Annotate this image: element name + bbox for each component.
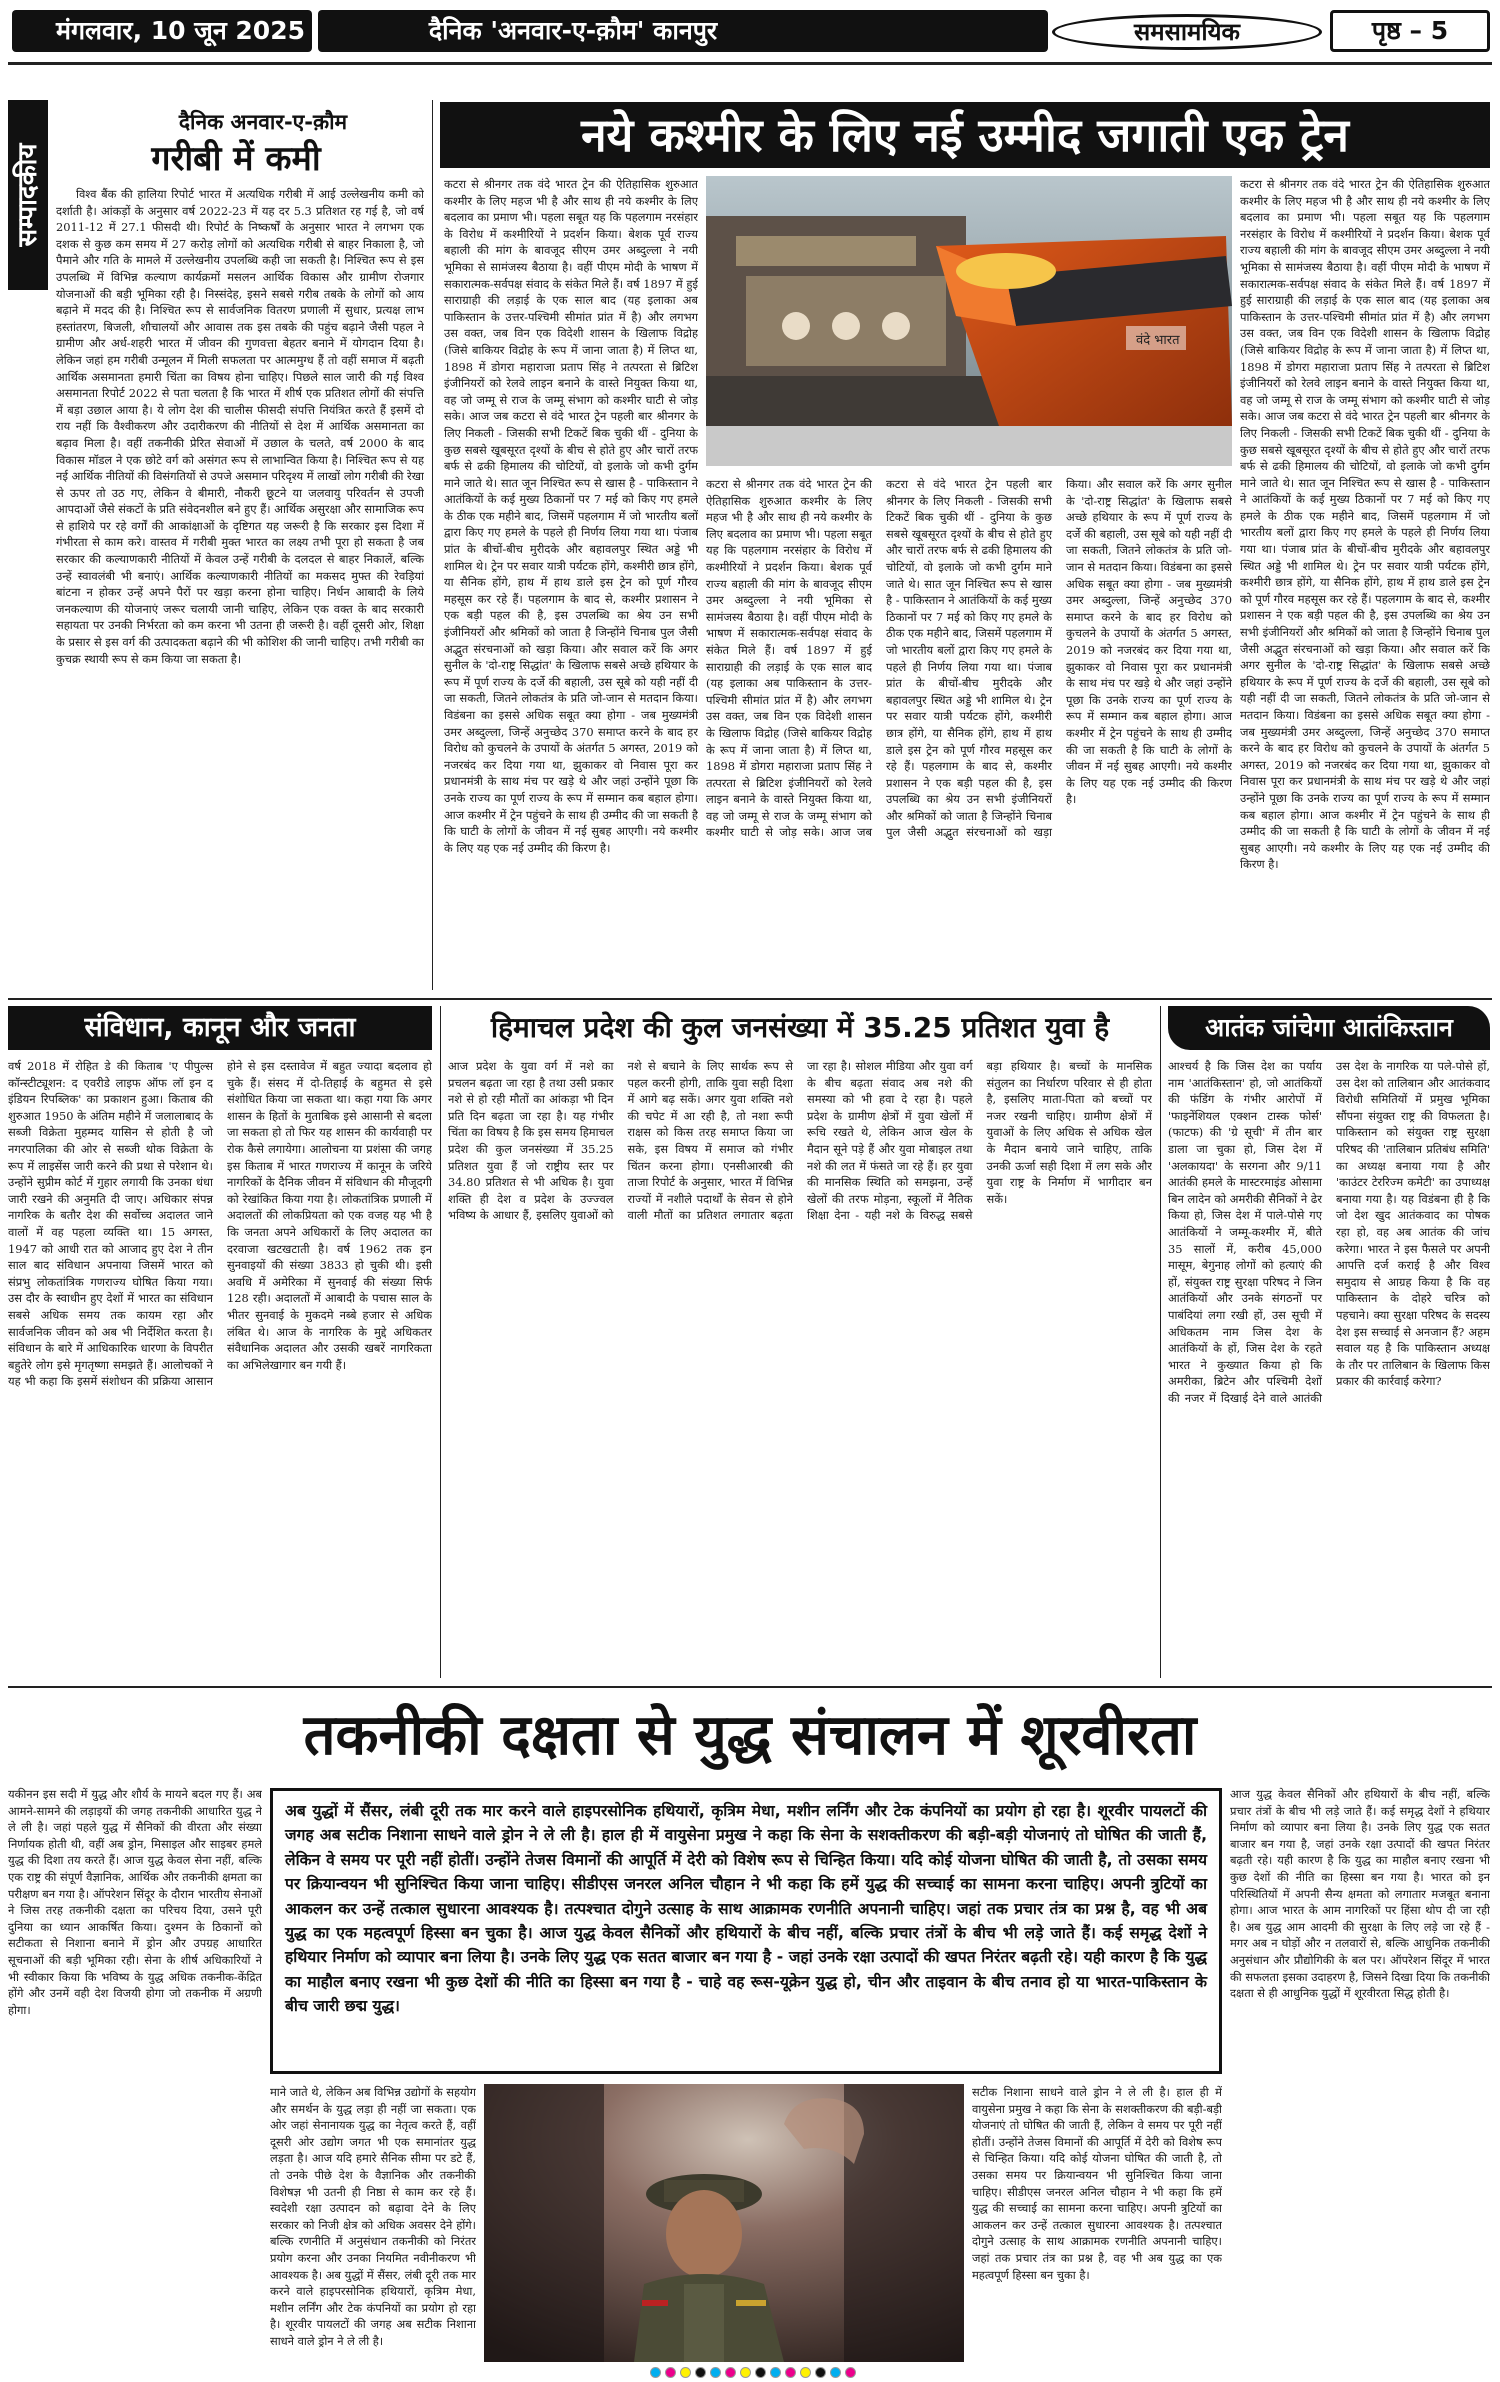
page-number-box — [1330, 10, 1490, 52]
terror-body — [1168, 1058, 1490, 1678]
section-name: समसामयिक — [1134, 18, 1240, 46]
train-body-bottom — [706, 476, 1232, 990]
defence-left-text: यकीनन इस सदी में युद्ध और शौर्य के मायने बदल गए हैं। अब आमने-सामने की लड़ाइयों की जगह तकनीकी आधारित युद्ध ने ले ली है। जहां पहले युद्ध में सैनिकों की वीरता और संख्या निर्णायक होती थी, वहीं अब ड्रोन, मिसाइल और साइबर हमले युद्ध की दिशा तय करते हैं। आज युद्ध केवल सेना नहीं, बल्कि एक राष्ट्र की संपूर्ण वैज्ञानिक, आर्थिक और तकनीकी क्षमता का परीक्षण बन गया है। ऑपरेशन सिंदूर के दौरान भारतीय सेनाओं ने जिस तरह तकनीकी दक्षता का परिचय दिया, उसने पूरी दुनिया का ध्यान आकर्षित किया। दुश्मन के ठिकानों को सटीकता से निशाना बनाने में ड्रोन और उपग्रह आधारित सूचनाओं की बड़ी भूमिका रही। सेना के शीर्ष अधिकारियों ने भी स्वीकार किया कि भविष्य के युद्ध अधिक तकनीक-केंद्रित होंगे और उनमें वही देश विजयी होगा जो तकनीक में अग्रणी होगा। — [8, 1787, 262, 2017]
train-photo-graphic — [706, 176, 1232, 466]
lower-divider — [8, 1686, 1492, 1688]
registration-dot — [710, 2367, 721, 2378]
masthead-divider — [8, 62, 1492, 65]
constitution-body-text: वर्ष 2018 में रोहित डे की किताब 'ए पीपुल्स कॉन्स्टीट्यूशन: द एवरीडे लाइफ ऑफ लॉ इन द इंडियन रिपब्लिक' का प्रकाशन हुआ। किताब की शुरुआत 1950 के अंतिम महीने में जलालाबाद के सब्जी विक्रेता मुहम्मद यासिन से होती है जो नगरपालिका की ओर से सब्जी थोक विक्रेता के रूप में लाइसेंस जारी करने की प्रथा से परेशान थे। उन्होंने सुप्रीम कोर्ट में गुहार लगायी कि उनका धंधा जारी रखने की अनुमति दी जाए। अधिकार संपन्न नागरिक के बतौर देश की सर्वोच्च अदालत जाने वालों में वह पहला व्यक्ति था। 15 अगस्त, 1947 को आधी रात को आजाद हुए देश ने तीन साल बाद संविधान अपनाया जिसमें भारत को संप्रभु लोकतांत्रिक गणराज्य घोषित किया गया। उस दौर के स्वाधीन हुए देशों में भारत का संविधान सबसे अधिक समय तक कायम रहा और सार्वजनिक जीवन को अब भी निर्देशित करता है। संविधान के बारे में आधिकारिक धारणा के विपरीत बहुतेरे लोग इसे मृगतृष्णा समझते हैं। आलोचकों ने यह भी कहा कि इसमें संशोधन की प्रक्रिया आसान होने से इस दस्तावेज में बहुत ज्यादा बदलाव हो चुके हैं। संसद में दो-तिहाई के बहुमत से इसे संशोधित किया जा सकता था। कहा गया कि अगर शासन के हितों के मुताबिक इसे आसानी से बदला जा सकता हो तो फिर यह शासन की कार्यवाही पर रोक कैसे लगायेगा। आलोचना या प्रशंसा की जगह इस किताब में भारत गणराज्य में कानून के जरिये नागरिकों के दैनिक जीवन में संविधान की मौजूदगी को रेखांकित किया गया है। लोकतांत्रिक प्रणाली में अदालतों की लोकप्रियता को एक वजह यह भी है कि जनता अपने अधिकारों के लिए अदालत का दरवाजा खटखटाती है। वर्ष 1962 तक इन सुनवाइयों की संख्या 3833 हो चुकी थी। इसी अवधि में अमेरिका में सुनवाई की संख्या सिर्फ 128 रही। अदालतों में आबादी के पचास साल के भीतर सुनवाई के मुकदमे नब्बे हजार से अधिक लंबित थे। आज के नागरिक के मुद्दे अधिकतर संवैधानिक अदालत और उसकी खबरें नागरिकता का अभिलेखागार बन गयी हैं। — [8, 1059, 432, 1389]
defence-photo — [484, 2084, 964, 2362]
masthead-paper — [318, 10, 1048, 52]
registration-dot — [785, 2367, 796, 2378]
defence-mid-col — [270, 2084, 476, 2362]
defence-mid-text: माने जाते थे, लेकिन अब विभिन्न उद्योगों के सहयोग और समर्थन के युद्ध लड़ा ही नहीं जा सकता। एक ओर जहां सेनानायक युद्ध का नेतृत्व करते हैं, वहीं दूसरी ओर उद्योग जगत भी एक समानांतर युद्ध लड़ता है। आज यदि हमारे सैनिक सीमा पर डटे हैं, तो उनके पीछे देश के वैज्ञानिक और तकनीकी विशेषज्ञ भी उतनी ही निष्ठा से काम कर रहे हैं। स्वदेशी रक्षा उत्पादन को बढ़ावा देने के लिए सरकार को निजी क्षेत्र को अधिक अवसर देने होंगे। बल्कि रणनीति में अनुसंधान तकनीकी को निरंतर प्रयोग करना और उनका नियमित नवीनीकरण भी आवश्यक है। अब युद्धों में सैंसर, लंबी दूरी तक मार करने वाले हाइपरसोनिक हथियारों, कृत्रिम मेधा, मशीन लर्निंग और टेक कंपनियों का प्रयोग हो रहा है। शूरवीर पायलटों की जगह अब सटीक निशाना साधने वाले ड्रोन ने ले ली है। — [270, 2085, 476, 2348]
himachal-right-rule — [1160, 1006, 1161, 1678]
train-photo-caption: वंदे भारत — [1136, 333, 1180, 348]
editorial-side-label-box — [8, 100, 48, 290]
masthead — [0, 0, 1500, 60]
registration-dot — [755, 2367, 766, 2378]
paper-name: दैनिक 'अनवार-ए-क़ौम' कानपुर — [428, 16, 718, 45]
train-headline: नये कश्मीर के लिए नई उम्मीद जगाती एक ट्रेन — [581, 108, 1349, 162]
himachal-headline: हिमाचल प्रदेश की कुल जनसंख्या में 35.25 प्रतिशत युवा है — [490, 1011, 1110, 1044]
himachal-body — [448, 1058, 1152, 1678]
train-body-left — [444, 176, 698, 990]
mid-divider — [8, 998, 1492, 1000]
defence-left-col — [8, 1786, 262, 2362]
date-text: मंगलवार, 10 जून 2025 — [56, 16, 305, 45]
editorial-source: दैनिक अनवार-ए-क़ौम — [178, 110, 348, 134]
registration-dot — [680, 2367, 691, 2378]
registration-dot — [695, 2367, 706, 2378]
defence-right-mid-col — [972, 2084, 1222, 2362]
registration-dot — [800, 2367, 811, 2378]
registration-dot — [770, 2367, 781, 2378]
registration-dot — [815, 2367, 826, 2378]
editorial-right-rule — [432, 100, 433, 990]
constitution-right-rule — [440, 1006, 441, 1678]
color-dot-row — [650, 2367, 870, 2379]
terror-title: आतंक जांचेगा आतंकिस्तान — [1205, 1013, 1453, 1042]
registration-dot — [650, 2367, 661, 2378]
terror-title-bar — [1168, 1006, 1490, 1050]
defence-right-col — [1230, 1786, 1490, 2362]
train-body-text-2: कटरा से श्रीनगर तक वंदे भारत ट्रेन की ऐतिहासिक शुरुआत कश्मीर के लिए महज भी है और साथ ही नये कश्मीर के लिए बदलाव का प्रमाण भी। पहला सबूत यह कि पहलगाम नरसंहार के विरोध में कश्मीरियों ने प्रदर्शन किया। बेशक पूर्व राज्य बहाली की मांग के बावजूद सीएम उमर अब्दुल्ला ने नयी भूमिका से सामंजस्य बैठाया है। वहीं पीएम मोदी के भाषण में सकारात्मक-सर्वपक्ष संवाद के संकेत मिले हैं। वर्ष 1897 में हुई साराग्राही की लड़ाई के एक साल बाद (यह इलाका अब पाकिस्तान के उत्तर-पश्चिमी सीमांत प्रांत में है) और लगभग उस वक्त, जब विन एक विदेशी शासन के खिलाफ विद्रोह (जिसे बाकियर विद्रोह के रूप में जाना जाता है) में लिप्त था, 1898 में डोगरा महाराजा प्रताप सिंह ने तत्परता से ब्रिटिश इंजीनियरों को रेलवे लाइन बनाने के वास्ते नियुक्त किया था, वह जो जम्मू से राज के जम्मू संभाग को कश्मीर घाटी से जोड़ सके। आज जब कटरा से वंदे भारत ट्रेन पहली बार श्रीनगर के लिए निकली - जिसकी सभी टिकटें बिक चुकी थीं - दुनिया के कुछ सबसे खूबसूरत दृश्यों के बीच से होते हुए और चारों तरफ बर्फ से ढकी हिमालय की चोटियों, वो इलाके जो कभी दुर्गम माने जाते थे। सात जून निश्चित रूप से खास है - पाकिस्तान ने आतंकियों के कई मुख्य ठिकानों पर 7 मई को किए गए हमले के ठीक एक महीने बाद, जिसमें पहलगाम में जो भारतीय बलों द्वारा किए गए हमले के पहले ही निर्णय लिया गया था। पंजाब प्रांत के बीचों-बीच मुरीदके और बहावलपुर स्थित अड्डे भी शामिल थे। ट्रेन पर सवार यात्री पर्यटक होंगे, कश्मीरी छात्र होंगे, या सैनिक होंगे, हाथ में हाथ डाले इस ट्रेन को पूर्ण गौरव महसूस कर रहे हैं। पहलगाम के बाद से, कश्मीर प्रशासन ने एक बड़ी पहल की है, इस उपलब्धि का श्रेय उन सभी इंजीनियरों और श्रमिकों को जाता है जिन्होंने चिनाब पुल जैसी अद्भुत संरचनाओं को खड़ा किया। और सवाल करें कि अगर सुनील के 'दो-राष्ट्र सिद्धांत' के खिलाफ सबसे अच्छे हथियार के रूप में पूर्ण राज्य के दर्जे की बहाली, उस सूबे को यही नहीं दी जा सकती, जितने लोकतंत्र के प्रति जो-जान से मतदान किया। विडंबना का इससे अधिक सबूत क्या होगा - जब मुख्यमंत्री उमर अब्दुल्ला, जिन्हें अनुच्छेद 370 समाप्त करने के बाद हर विरोध को कुचलने के उपायों के अंतर्गत 5 अगस्त, 2019 को नजरबंद कर दिया गया था, झुकाकर वो निवास पूरा कर प्रधानमंत्री के साथ मंच पर खड़े थे और जहां उन्होंने पूछा कि उनके राज्य का पूर्ण राज्य के रूप में सम्मान कब बहाल होगा। आज कश्मीर में ट्रेन पहुंचने के साथ ही उम्मीद की जा सकती है कि घाटी के लोगों के जीवन में नई सुबह आएगी। नये कश्मीर के लिए यह एक नई उम्मीद की किरण है। — [706, 477, 1232, 840]
defence-right-mid-text: सटीक निशाना साधने वाले ड्रोन ने ले ली है। हाल ही में वायुसेना प्रमुख ने कहा कि सेना के सशक्तीकरण की बड़ी-बड़ी योजनाएं तो घोषित की जाती हैं, लेकिन वे समय पर पूरी नहीं होतीं। उन्होंने तेजस विमानों की आपूर्ति में देरी को विशेष रूप से चिन्हित किया। यदि कोई योजना घोषित की जाती है, तो उसका समय पर क्रियान्वयन भी सुनिश्चित किया जाना चाहिए। सीडीएस जनरल अनिल चौहान ने भी कहा कि हमें युद्ध की सच्चाई का सामना करना चाहिए। अपनी त्रुटियों का आकलन कर उन्हें तत्काल सुधारना आवश्यक है। तत्पश्चात दोगुने उत्साह के साथ आक्रामक रणनीति अपनानी चाहिए। जहां तक प्रचार तंत्र का प्रश्न है, वह भी अब युद्ध का एक महत्वपूर्ण हिस्सा बन चुका है। — [972, 2085, 1222, 2282]
defence-lead-box — [270, 1788, 1222, 2074]
train-body-text: कटरा से श्रीनगर तक वंदे भारत ट्रेन की ऐतिहासिक शुरुआत कश्मीर के लिए महज भी है और साथ ही नये कश्मीर के लिए बदलाव का प्रमाण भी। पहला सबूत यह कि पहलगाम नरसंहार के विरोध में कश्मीरियों ने प्रदर्शन किया। बेशक पूर्व राज्य बहाली की मांग के बावजूद सीएम उमर अब्दुल्ला ने नयी भूमिका से सामंजस्य बैठाया है। वहीं पीएम मोदी के भाषण में सकारात्मक-सर्वपक्ष संवाद के संकेत मिले हैं। वर्ष 1897 में हुई साराग्राही की लड़ाई के एक साल बाद (यह इलाका अब पाकिस्तान के उत्तर-पश्चिमी सीमांत प्रांत में है) और लगभग उस वक्त, जब विन एक विदेशी शासन के खिलाफ विद्रोह (जिसे बाकियर विद्रोह के रूप में जाना जाता है) में लिप्त था, 1898 में डोगरा महाराजा प्रताप सिंह ने तत्परता से ब्रिटिश इंजीनियरों को रेलवे लाइन बनाने के वास्ते नियुक्त किया था, वह जो जम्मू से राज के जम्मू संभाग को कश्मीर घाटी से जोड़ सके। आज जब कटरा से वंदे भारत ट्रेन पहली बार श्रीनगर के लिए निकली - जिसकी सभी टिकटें बिक चुकी थीं - दुनिया के कुछ सबसे खूबसूरत दृश्यों के बीच से होते हुए और चारों तरफ बर्फ से ढकी हिमालय की चोटियों, वो इलाके जो कभी दुर्गम माने जाते थे। सात जून निश्चित रूप से खास है - पाकिस्तान ने आतंकियों के कई मुख्य ठिकानों पर 7 मई को किए गए हमले के ठीक एक महीने बाद, जिसमें पहलगाम में जो भारतीय बलों द्वारा किए गए हमले के पहले ही निर्णय लिया गया था। पंजाब प्रांत के बीचों-बीच मुरीदके और बहावलपुर स्थित अड्डे भी शामिल थे। ट्रेन पर सवार यात्री पर्यटक होंगे, कश्मीरी छात्र होंगे, या सैनिक होंगे, हाथ में हाथ डाले इस ट्रेन को पूर्ण गौरव महसूस कर रहे हैं। पहलगाम के बाद से, कश्मीर प्रशासन ने एक बड़ी पहल की है, इस उपलब्धि का श्रेय उन सभी इंजीनियरों और श्रमिकों को जाता है जिन्होंने चिनाब पुल जैसी अद्भुत संरचनाओं को खड़ा किया। और सवाल करें कि अगर सुनील के 'दो-राष्ट्र सिद्धांत' के खिलाफ सबसे अच्छे हथियार के रूप में पूर्ण राज्य के दर्जे की बहाली, उस सूबे को यही नहीं दी जा सकती, जितने लोकतंत्र के प्रति जो-जान से मतदान किया। विडंबना का इससे अधिक सबूत क्या होगा - जब मुख्यमंत्री उमर अब्दुल्ला, जिन्हें अनुच्छेद 370 समाप्त करने के बाद हर विरोध को कुचलने के उपायों के अंतर्गत 5 अगस्त, 2019 को नजरबंद कर दिया गया था, झुकाकर वो निवास पूरा कर प्रधानमंत्री के साथ मंच पर खड़े थे और जहां उन्होंने पूछा कि उनके राज्य का पूर्ण राज्य के रूप में सम्मान कब बहाल होगा। आज कश्मीर में ट्रेन पहुंचने के साथ ही उम्मीद की जा सकती है कि घाटी के लोगों के जीवन में नई सुबह आएगी। नये कश्मीर के लिए यह एक नई उम्मीद की किरण है। — [444, 177, 698, 855]
train-headline-bar — [440, 102, 1490, 168]
constitution-title-bar — [8, 1006, 432, 1050]
registration-dot — [740, 2367, 751, 2378]
registration-dot — [845, 2367, 856, 2378]
registration-dot — [725, 2367, 736, 2378]
defence-lead-text: अब युद्धों में सैंसर, लंबी दूरी तक मार करने वाले हाइपरसोनिक हथियारों, कृत्रिम मेधा, मशीन लर्निंग और टेक कंपनियों का प्रयोग हो रहा है। शूरवीर पायलटों की जगह अब सटीक निशाना साधने वाले ड्रोन ने ले ली है। हाल ही में वायुसेना प्रमुख ने कहा कि सेना के सशक्तीकरण की बड़ी-बड़ी योजनाएं तो घोषित की जाती हैं, लेकिन वे समय पर पूरी नहीं होतीं। उन्होंने तेजस विमानों की आपूर्ति में देरी को विशेष रूप से चिन्हित किया। यदि कोई योजना घोषित की जाती है, तो उसका समय पर क्रियान्वयन भी सुनिश्चित किया जाना चाहिए। सीडीएस जनरल अनिल चौहान ने भी कहा कि हमें युद्ध की सच्चाई का सामना करना चाहिए। अपनी त्रुटियों का आकलन कर उन्हें तत्काल सुधारना आवश्यक है। तत्पश्चात दोगुने उत्साह के साथ आक्रामक रणनीति अपनानी चाहिए। जहां तक प्रचार तंत्र का प्रश्न है, वह भी अब युद्ध का एक महत्वपूर्ण हिस्सा बन चुका है। आज युद्ध केवल सैनिकों और हथियारों के बीच नहीं, बल्कि प्रचार तंत्रों के बीच भी लड़े जाते हैं। कई समृद्ध देशों ने हथियार निर्माण को व्यापार बना लिया है। उनके लिए युद्ध एक सतत बाजार बन गया है - जहां उनके रक्षा उत्पादों की खपत निरंतर बढ़ती रहे। यही कारण है कि युद्ध का माहौल बनाए रखना भी कुछ देशों की नीति का हिस्सा बन गया है - चाहे वह रूस-यूक्रेन युद्ध हो, चीन और ताइवान के बीच तनाव हो या भारत-पाकिस्तान के बीच जारी छद्म युद्ध। — [285, 1802, 1207, 2016]
section-pill — [1052, 14, 1322, 50]
footer-color-dots — [0, 2364, 1500, 2382]
editorial-body: विश्व बैंक की हालिया रिपोर्ट भारत में अत्यधिक गरीबी में आई उल्लेखनीय कमी को दर्शाती है। आंकड़ों के अनुसार वर्ष 2022-23 में यह दर 5.3 प्रतिशत रह गई है, जो वर्ष 2011-12 में 27.1 फीसदी थी। रिपोर्ट के निष्कर्षों के अनुसार भारत ने लगभग एक दशक से कुछ कम समय में 27 करोड़ लोगों को अत्यधिक गरीबी से बाहर निकाला है, जो पैमाने और गति के मामले में उल्लेखनीय उपलब्धि कही जा सकती है। निश्चित रूप से इस उपलब्धि में विभिन्न कल्याण कार्यक्रमों मसलन आर्थिक विकास और ग्रामीण रोजगार योजनाओं की बड़ी भूमिका रही है। निस्संदेह, इसने सबसे गरीब तबके के लोगों को आय बढ़ाने में मदद की है। निश्चित रूप से सार्वजनिक वितरण प्रणाली में सुधार, प्रत्यक्ष लाभ हस्तांतरण, बिजली, शौचालयों और आवास तक इस तबके की पहुंच बढ़ाने जैसी पहल ने ग्रामीण और अर्ध-शहरी भारत में जीवन की गुणवत्ता बेहतर बनाने में योगदान दिया है। लेकिन जहां हम गरीबी उन्मूलन में मिली सफलता पर आत्ममुग्ध हैं तो वहीं समाज में बढ़ती आर्थिक असमानता हमारी चिंता का विषय होना चाहिए। पिछले साल जारी की गई विश्व असमानता रिपोर्ट 2022 से पता चलता है कि भारत में शीर्ष एक प्रतिशत लोगों की संपत्ति में बड़ा उछाल आया है। ये लोग देश की चालीस फीसदी संपत्ति नियंत्रित करते हैं इसमें दो राय नहीं कि वैश्वीकरण और उदारीकरण की नीतियों से देश में आर्थिक असमानता का बढ़ाव मिला है। वहीं तकनीकी प्रेरित सेवाओं में उछाल के चलते, वर्ष 2000 के बाद विकास मॉडल ने एक छोटे वर्ग को असंगत रूप से लाभान्वित किया है। निश्चित रूप से यह नई आर्थिक नीतियों की विसंगतियों से उपजे असमान परिदृश्य में लाखों लोग गरीबी की रेखा से ऊपर तो उठ गए, लेकिन वे बीमारी, नौकरी छूटने या जलवायु परिवर्तन से उपजी आपदाओं जैसे संकटों के प्रति संवेदनशील बने हुए हैं। आर्थिक असुरक्षा और सामाजिक रूप से हाशिये पर रहे वर्गों की आकांक्षाओं के दृष्टिगत यह जरूरी है कि सरकार इस दिशा में गंभीरता से काम करे। वास्तव में गरीबी मुक्त भारत का लक्ष्य तभी पूरा हो सकता है जब सरकार की कल्याणकारी नीतियों में केवल उन्हें गरीबी के दलदल से बाहर निकालें, बल्कि उन्हें स्वावलंबी भी बनाएं। आर्थिक कल्याणकारी नीतियों का मकसद मुफ्त की रेवड़ियां बांटना न होकर उन्हें अपने पैरों पर खड़ा करना होना चाहिए। निर्धन आबादी के लिये जनकल्याण की योजनाएं जरूर चलायी जानी चाहिए, लेकिन एक वक्त के बाद सरकारी सहायता पर उनकी निर्भरता को कम करना भी उतना ही जरूरी है। वहीं दूसरी ओर, शिक्षा के प्रसार से इस वर्ग की उत्पादकता बढ़ाने की भी कोशिश की जानी चाहिए। तभी गरीबी का कुचक्र स्थायी रूप से कम किया जा सकता है। — [56, 187, 424, 666]
defence-right-text: आज युद्ध केवल सैनिकों और हथियारों के बीच नहीं, बल्कि प्रचार तंत्रों के बीच भी लड़े जाते हैं। कई समृद्ध देशों ने हथियार निर्माण को व्यापार बना लिया है। उनके लिए युद्ध एक सतत बाजार बन गया है, जहां उनके रक्षा उत्पादों की खपत निरंतर बढ़ती रहे। यही कारण है कि युद्ध का माहौल बनाए रखना भी कुछ देशों की नीति का हिस्सा बन गया है। भारत को इन परिस्थितियों में अपनी सैन्य क्षमता को लगातार मजबूत बनाना होगा। आज भारत के आम नागरिकों पर हिंसा थोप दी जा रही है। अब युद्ध आम आदमी की सुरक्षा के लिए लड़े जा रहे हैं - मगर अब न घोड़ों और न तलवारों से, बल्कि आधुनिक तकनीकी अनुसंधान और प्रौद्योगिकी के बल पर। ऑपरेशन सिंदूर में भारत की सफलता इसका उदाहरण है, जिसने दिखा दिया कि तकनीकी दक्षता से ही आधुनिक युद्धों में शूरवीरता सिद्ध होती है। — [1230, 1787, 1490, 2001]
train-photo — [706, 176, 1232, 466]
train-body-text-3: कटरा से श्रीनगर तक वंदे भारत ट्रेन की ऐतिहासिक शुरुआत कश्मीर के लिए महज भी है और साथ ही नये कश्मीर के लिए बदलाव का प्रमाण भी। पहला सबूत यह कि पहलगाम नरसंहार के विरोध में कश्मीरियों ने प्रदर्शन किया। बेशक पूर्व राज्य बहाली की मांग के बावजूद सीएम उमर अब्दुल्ला ने नयी भूमिका से सामंजस्य बैठाया है। वहीं पीएम मोदी के भाषण में सकारात्मक-सर्वपक्ष संवाद के संकेत मिले हैं। वर्ष 1897 में हुई साराग्राही की लड़ाई के एक साल बाद (यह इलाका अब पाकिस्तान के उत्तर-पश्चिमी सीमांत प्रांत में है) और लगभग उस वक्त, जब विन एक विदेशी शासन के खिलाफ विद्रोह (जिसे बाकियर विद्रोह के रूप में जाना जाता है) में लिप्त था, 1898 में डोगरा महाराजा प्रताप सिंह ने तत्परता से ब्रिटिश इंजीनियरों को रेलवे लाइन बनाने के वास्ते नियुक्त किया था, वह जो जम्मू से राज के जम्मू संभाग को कश्मीर घाटी से जोड़ सके। आज जब कटरा से वंदे भारत ट्रेन पहली बार श्रीनगर के लिए निकली - जिसकी सभी टिकटें बिक चुकी थीं - दुनिया के कुछ सबसे खूबसूरत दृश्यों के बीच से होते हुए और चारों तरफ बर्फ से ढकी हिमालय की चोटियों, वो इलाके जो कभी दुर्गम माने जाते थे। सात जून निश्चित रूप से खास है - पाकिस्तान ने आतंकियों के कई मुख्य ठिकानों पर 7 मई को किए गए हमले के ठीक एक महीने बाद, जिसमें पहलगाम में जो भारतीय बलों द्वारा किए गए हमले के पहले ही निर्णय लिया गया था। पंजाब प्रांत के बीचों-बीच मुरीदके और बहावलपुर स्थित अड्डे भी शामिल थे। ट्रेन पर सवार यात्री पर्यटक होंगे, कश्मीरी छात्र होंगे, या सैनिक होंगे, हाथ में हाथ डाले इस ट्रेन को पूर्ण गौरव महसूस कर रहे हैं। पहलगाम के बाद से, कश्मीर प्रशासन ने एक बड़ी पहल की है, इस उपलब्धि का श्रेय उन सभी इंजीनियरों और श्रमिकों को जाता है जिन्होंने चिनाब पुल जैसी अद्भुत संरचनाओं को खड़ा किया। और सवाल करें कि अगर सुनील के 'दो-राष्ट्र सिद्धांत' के खिलाफ सबसे अच्छे हथियार के रूप में पूर्ण राज्य के दर्जे की बहाली, उस सूबे को यही नहीं दी जा सकती, जितने लोकतंत्र के प्रति जो-जान से मतदान किया। विडंबना का इससे अधिक सबूत क्या होगा - जब मुख्यमंत्री उमर अब्दुल्ला, जिन्हें अनुच्छेद 370 समाप्त करने के बाद हर विरोध को कुचलने के उपायों के अंतर्गत 5 अगस्त, 2019 को नजरबंद कर दिया गया था, झुकाकर वो निवास पूरा कर प्रधानमंत्री के साथ मंच पर खड़े थे और जहां उन्होंने पूछा कि उनके राज्य का पूर्ण राज्य के रूप में सम्मान कब बहाल होगा। आज कश्मीर में ट्रेन पहुंचने के साथ ही उम्मीद की जा सकती है कि घाटी के लोगों के जीवन में नई सुबह आएगी। नये कश्मीर के लिए यह एक नई उम्मीद की किरण है। — [1240, 177, 1490, 872]
defence-headline: तकनीकी दक्षता से युद्ध संचालन में शूरवीरता — [303, 1703, 1197, 1768]
editorial-side-label: सम्पादकीय — [13, 143, 43, 247]
page-number: पृष्ठ – 5 — [1371, 16, 1449, 45]
registration-dot — [665, 2367, 676, 2378]
himachal-body-text: आज प्रदेश के युवा वर्ग में नशे का प्रचलन बढ़ता जा रहा है तथा उसी प्रकार नशे से हो रही मौतों का आंकड़ा भी दिन प्रति दिन बढ़ता जा रहा है। यह गंभीर चिंता का विषय है कि इस समय हिमाचल प्रदेश की कुल जनसंख्या में 35.25 प्रतिशत युवा हैं जो राष्ट्रीय स्तर पर 34.80 प्रतिशत से भी अधिक है। युवा शक्ति ही देश व प्रदेश के उज्ज्वल भविष्य के आधार हैं, इसलिए युवाओं को नशे से बचाने के लिए सार्थक रूप से पहल करनी होगी, ताकि युवा सही दिशा में आगे बढ़ सकें। अगर युवा शक्ति नशे की चपेट में आ रही है, तो नशा रूपी राक्षस को किस तरह समाप्त किया जा सके, इस विषय में समाज को गंभीर चिंतन करना होगा। एनसीआरबी की ताजा रिपोर्ट के अनुसार, भारत में विभिन्न राज्यों में नशीले पदार्थों के सेवन से होने वाली मौतों का प्रतिशत लगातार बढ़ता जा रहा है। सोशल मीडिया और युवा वर्ग के बीच बढ़ता संवाद अब नशे की समस्या को भी हवा दे रहा है। पहले प्रदेश के ग्रामीण क्षेत्रों में युवा खेलों में रूचि रखते थे, लेकिन आज खेल के मैदान सूने पड़े हैं और युवा मोबाइल तथा नशे की लत में फंसते जा रहे हैं। हर युवा की मानसिक स्थिति को समझना, उन्हें खेलों की तरफ मोड़ना, स्कूलों में नैतिक शिक्षा देना - यही नशे के विरुद्ध सबसे बड़ा हथियार है। बच्चों के मानसिक संतुलन का निर्धारण परिवार से ही होता है, इसलिए माता-पिता को बच्चों पर नजर रखनी चाहिए। ग्रामीण क्षेत्रों में युवाओं के लिए अधिक से अधिक खेल के मैदान बनाये जाने चाहिए, ताकि उनकी ऊर्जा सही दिशा में लग सके और युवा राष्ट्र के निर्माण में भागीदार बन सकें। — [448, 1059, 1152, 1223]
editorial-title: गरीबी में कमी — [151, 139, 321, 179]
constitution-body — [8, 1058, 432, 1678]
registration-dot — [830, 2367, 841, 2378]
train-body-right — [1240, 176, 1490, 990]
constitution-title: संविधान, कानून और जनता — [84, 1012, 356, 1043]
defence-photo-graphic — [484, 2084, 964, 2362]
terror-body-text: आश्चर्य है कि जिस देश का पर्याय नाम 'आतंकिस्तान' हो, जो आतंकियों की फंडिंग के गंभीर आरोपों में 'फाइनेंशियल एक्शन टास्क फोर्स' (फाटफ) की 'ग्रे सूची' में तीन बार डाला जा चुका हो, जिस देश में 'अलकायदा' के सरगना और 9/11 आतंकी हमले के मास्टरमाइंड ओसामा बिन लादेन को अमरीकी सैनिकों ने ढेर किया हो, जिस देश में पाले-पोसे गए आतंकियों ने जम्मू-कश्मीर में, बीते 35 सालों में, करीब 45,000 मासूम, बेगुनाह लोगों को हत्याएं की हों, संयुक्त राष्ट्र सुरक्षा परिषद ने जिन आतंकियों और उनके संगठनों पर पाबंदियां लगा रखी हों, उस सूची में अधिकतम नाम जिस देश के आतंकियों के हों, जिस देश के रहते भारत ने कुख्यात किया हो कि अमरीका, ब्रिटेन और पश्चिमी देशों की नजर में दिखाई देने वाले आतंकी उस देश के नागरिक या पले-पोसे हों, उस देश को तालिबान और आतंकवाद विरोधी समितियों में प्रमुख भूमिका सौंपना संयुक्त राष्ट्र की विफलता है। पाकिस्तान को संयुक्त राष्ट्र सुरक्षा परिषद की 'तालिबान प्रतिबंध समिति' का अध्यक्ष बनाया गया है और 'काउंटर टेररिज्म कमेटी' का उपाध्यक्ष बनाया गया है। यह विडंबना ही है कि जो देश खुद आतंकवाद का पोषक रहा हो, वह अब आतंक की जांच करेगा। भारत ने इस फैसले पर अपनी आपत्ति दर्ज कराई है और विश्व समुदाय से आग्रह किया है कि वह पाकिस्तान के दोहरे चरित्र को पहचाने। क्या सुरक्षा परिषद के सदस्य देश इस सच्चाई से अनजान हैं? अहम सवाल यह है कि पाकिस्तान अध्यक्ष के तौर पर तालिबान के खिलाफ किस प्रकार की कार्रवाई करेगा? — [1168, 1059, 1490, 1405]
masthead-date — [12, 10, 312, 52]
